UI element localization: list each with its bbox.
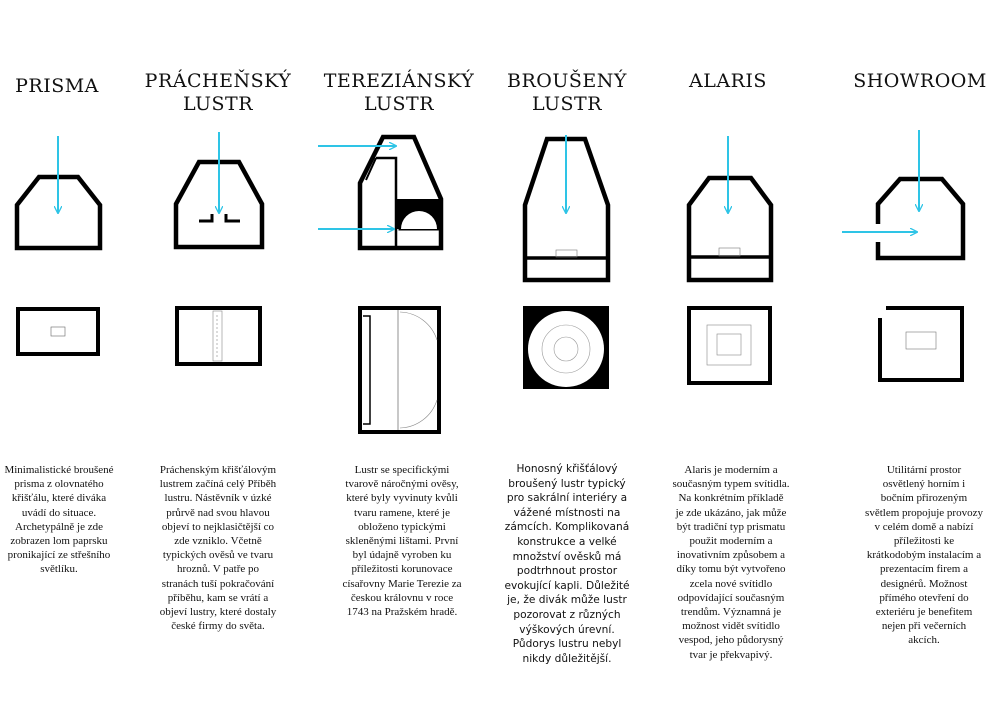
desc-line: Honosný křišťálový: [516, 463, 618, 475]
desc-line: Lustr se specifickými: [354, 464, 450, 476]
showroom-plan: [880, 308, 962, 380]
desc-line: lustru. Nástěvník v úzké: [164, 492, 272, 505]
desc-line: Půdorys lustru nebyl: [512, 638, 622, 651]
desc-line: Archetypálně je zde: [15, 520, 103, 533]
desc-line: krátkodobým instalacím a: [866, 549, 982, 562]
desc-line: podtrhnout prostor: [516, 565, 618, 578]
desc-line: zobrazen lom paprsku: [10, 535, 108, 548]
desc-line: hroznů. V patře po: [176, 563, 260, 576]
prisma-plan: [18, 309, 98, 354]
desc-line: Alaris je moderním a: [684, 464, 778, 476]
desc-line: odpovídající současným: [677, 591, 785, 604]
desc-prachensky: [160, 463, 277, 633]
title-line: PRÁCHEŇSKÝ: [144, 70, 292, 92]
title-line: TEREZIÁNSKÝ: [323, 70, 475, 92]
alaris-section-outline: [689, 178, 771, 280]
desc-line: broušený lustr typický: [508, 477, 626, 490]
desc-line: císařovny Marie Terezie za: [342, 577, 462, 590]
showroom-plan-outline: [880, 308, 962, 380]
desc-line: použit moderním a: [689, 535, 773, 548]
alaris-plan-square-inner: [717, 334, 741, 355]
desc-line: bočním přirozeným: [880, 492, 968, 505]
desc-line: designérů. Možnost: [880, 577, 968, 590]
tereziansky-plan: [360, 308, 439, 432]
desc-line: tvaru ramene, které je: [354, 506, 450, 519]
desc-line: vážené místnosti na: [513, 506, 621, 519]
desc-brouseny: [504, 462, 629, 666]
desc-line: být tradiční typ prismatu: [676, 520, 786, 533]
desc-line: inovativním způsobem a: [676, 549, 786, 562]
desc-line: možnost vidět svítidlo: [682, 620, 780, 633]
desc-line: akcích.: [908, 634, 940, 647]
desc-line: nikdy důležitější.: [522, 652, 612, 665]
tereziansky-plan-arc: [400, 312, 437, 340]
desc-tereziansky: [342, 463, 461, 619]
desc-line: světlíku.: [40, 563, 78, 576]
prachensky-floor-right: [226, 214, 240, 221]
title-line: PRISMA: [15, 75, 99, 97]
desc-line: skleněnými lištami. První: [345, 535, 459, 548]
title-line: LUSTR: [182, 93, 254, 115]
desc-line: evokující kapli. Důležité: [504, 579, 630, 592]
tereziansky-inner-wall: [376, 158, 396, 248]
desc-line: přímého otevření do: [879, 591, 969, 604]
desc-line: příležitosti ke: [893, 535, 955, 548]
showroom-section: [878, 179, 963, 258]
desc-line: Minimalistické broušené: [4, 464, 114, 476]
desc-line: tvarově náročnými ověsy,: [345, 478, 459, 491]
desc-line: 1743 na Pražském hradě.: [346, 606, 458, 619]
desc-line: v celém domě a nabízí: [874, 520, 974, 533]
desc-line: je, že divák může lustr: [507, 594, 627, 607]
title-line: BROUŠENÝ: [507, 70, 627, 92]
brouseny-plan: [523, 306, 609, 389]
desc-line: obloženo typickými: [358, 520, 446, 533]
prachensky-plan-outline: [177, 308, 260, 364]
tereziansky-plan-arc: [400, 400, 437, 428]
desc-line: vespod, jeho půdorysný: [678, 634, 784, 647]
desc-line: osvětlený horním i: [882, 478, 966, 491]
desc-line: objeví lustry, které dostaly: [159, 606, 277, 619]
desc-line: současným typem svítidla.: [672, 478, 790, 491]
prachensky-plan: [177, 308, 260, 364]
desc-line: příležitosti korunovace: [351, 563, 453, 576]
prisma-plan-outline: [18, 309, 98, 354]
showroom-section-outline: [878, 179, 963, 258]
title-line: SHOWROOM: [853, 70, 987, 92]
desc-line: pozorovat z různých: [513, 608, 621, 621]
alaris-plan: [689, 308, 770, 383]
desc-line: lustrem začíná celý Příběh: [159, 478, 277, 491]
desc-line: Utilitární prostor: [886, 464, 962, 476]
desc-line: typických ověsů ve tvaru: [162, 549, 274, 562]
desc-line: exteriéru je benefitem: [875, 606, 973, 619]
desc-line: tvar je překvapivý.: [689, 648, 773, 661]
desc-line: zde vzniklo. Včetně: [174, 535, 262, 548]
desc-line: konstrukce a velké: [517, 535, 617, 548]
prachensky-plan-slot: [213, 311, 222, 361]
desc-line: výškových úrevní.: [519, 623, 615, 636]
title-line: ALARIS: [689, 70, 767, 92]
desc-line: nejen při večerních: [881, 620, 967, 633]
desc-line: stranách tuší pokračování: [161, 577, 275, 590]
desc-line: množství ověsků má: [512, 550, 622, 563]
desc-line: prezentacím firem a: [880, 563, 968, 576]
desc-line: českou královnu v roce: [350, 591, 454, 604]
desc-line: zámcích. Komplikovaná: [504, 521, 630, 534]
desc-line: Na konkrétním příkladě: [678, 492, 784, 505]
desc-line: trendům. Významná je: [680, 606, 782, 619]
desc-line: průrvě nad svou hlavou: [166, 506, 270, 519]
desc-line: byl údajně vyroben ku: [352, 549, 452, 562]
desc-line: světlem propojuje provozy: [865, 506, 983, 519]
brouseny-object: [556, 250, 577, 257]
tereziansky-section-outline: [360, 137, 441, 248]
desc-line: příběhu, kam se vrátí a: [167, 591, 269, 604]
title-line: LUSTR: [363, 93, 435, 115]
desc-line: zcela nové svítidlo: [689, 577, 773, 590]
desc-line: objeví to nejklasičtější co: [161, 520, 275, 533]
brouseny-plan-ring-outer: [528, 311, 604, 387]
tereziansky-section: [360, 137, 441, 248]
desc-line: křišťálu, které diváka: [11, 492, 107, 505]
desc-line: pronikající ze střešního: [7, 549, 111, 562]
alaris-object: [719, 248, 740, 256]
desc-line: pro sakrální interiéry a: [506, 492, 628, 505]
desc-line: Práchenským křišťálovým: [159, 464, 277, 476]
title-line: LUSTR: [531, 93, 603, 115]
showroom-plan-object: [906, 332, 936, 349]
desc-line: české firmy do světa.: [171, 620, 265, 633]
alaris-plan-outline: [689, 308, 770, 383]
tereziansky-plan-outline: [360, 308, 439, 432]
desc-prisma: [4, 463, 113, 577]
desc-line: které byly vyvinuty kvůli: [346, 492, 458, 505]
prisma-plan-object: [51, 327, 65, 336]
prachensky-floor-left: [199, 214, 212, 221]
desc-line: je zde ukázáno, jak může: [675, 506, 787, 519]
desc-line: prisma z olovnatého: [14, 478, 104, 491]
desc-line: díky tomu být vytvořeno: [676, 563, 786, 576]
desc-showroom: [865, 463, 983, 648]
tereziansky-plan-wall: [363, 316, 370, 424]
desc-line: uvádí do situace.: [21, 506, 97, 519]
desc-alaris: [672, 463, 789, 662]
alaris-plan-square-outer: [707, 325, 751, 365]
alaris-section: [689, 178, 771, 280]
